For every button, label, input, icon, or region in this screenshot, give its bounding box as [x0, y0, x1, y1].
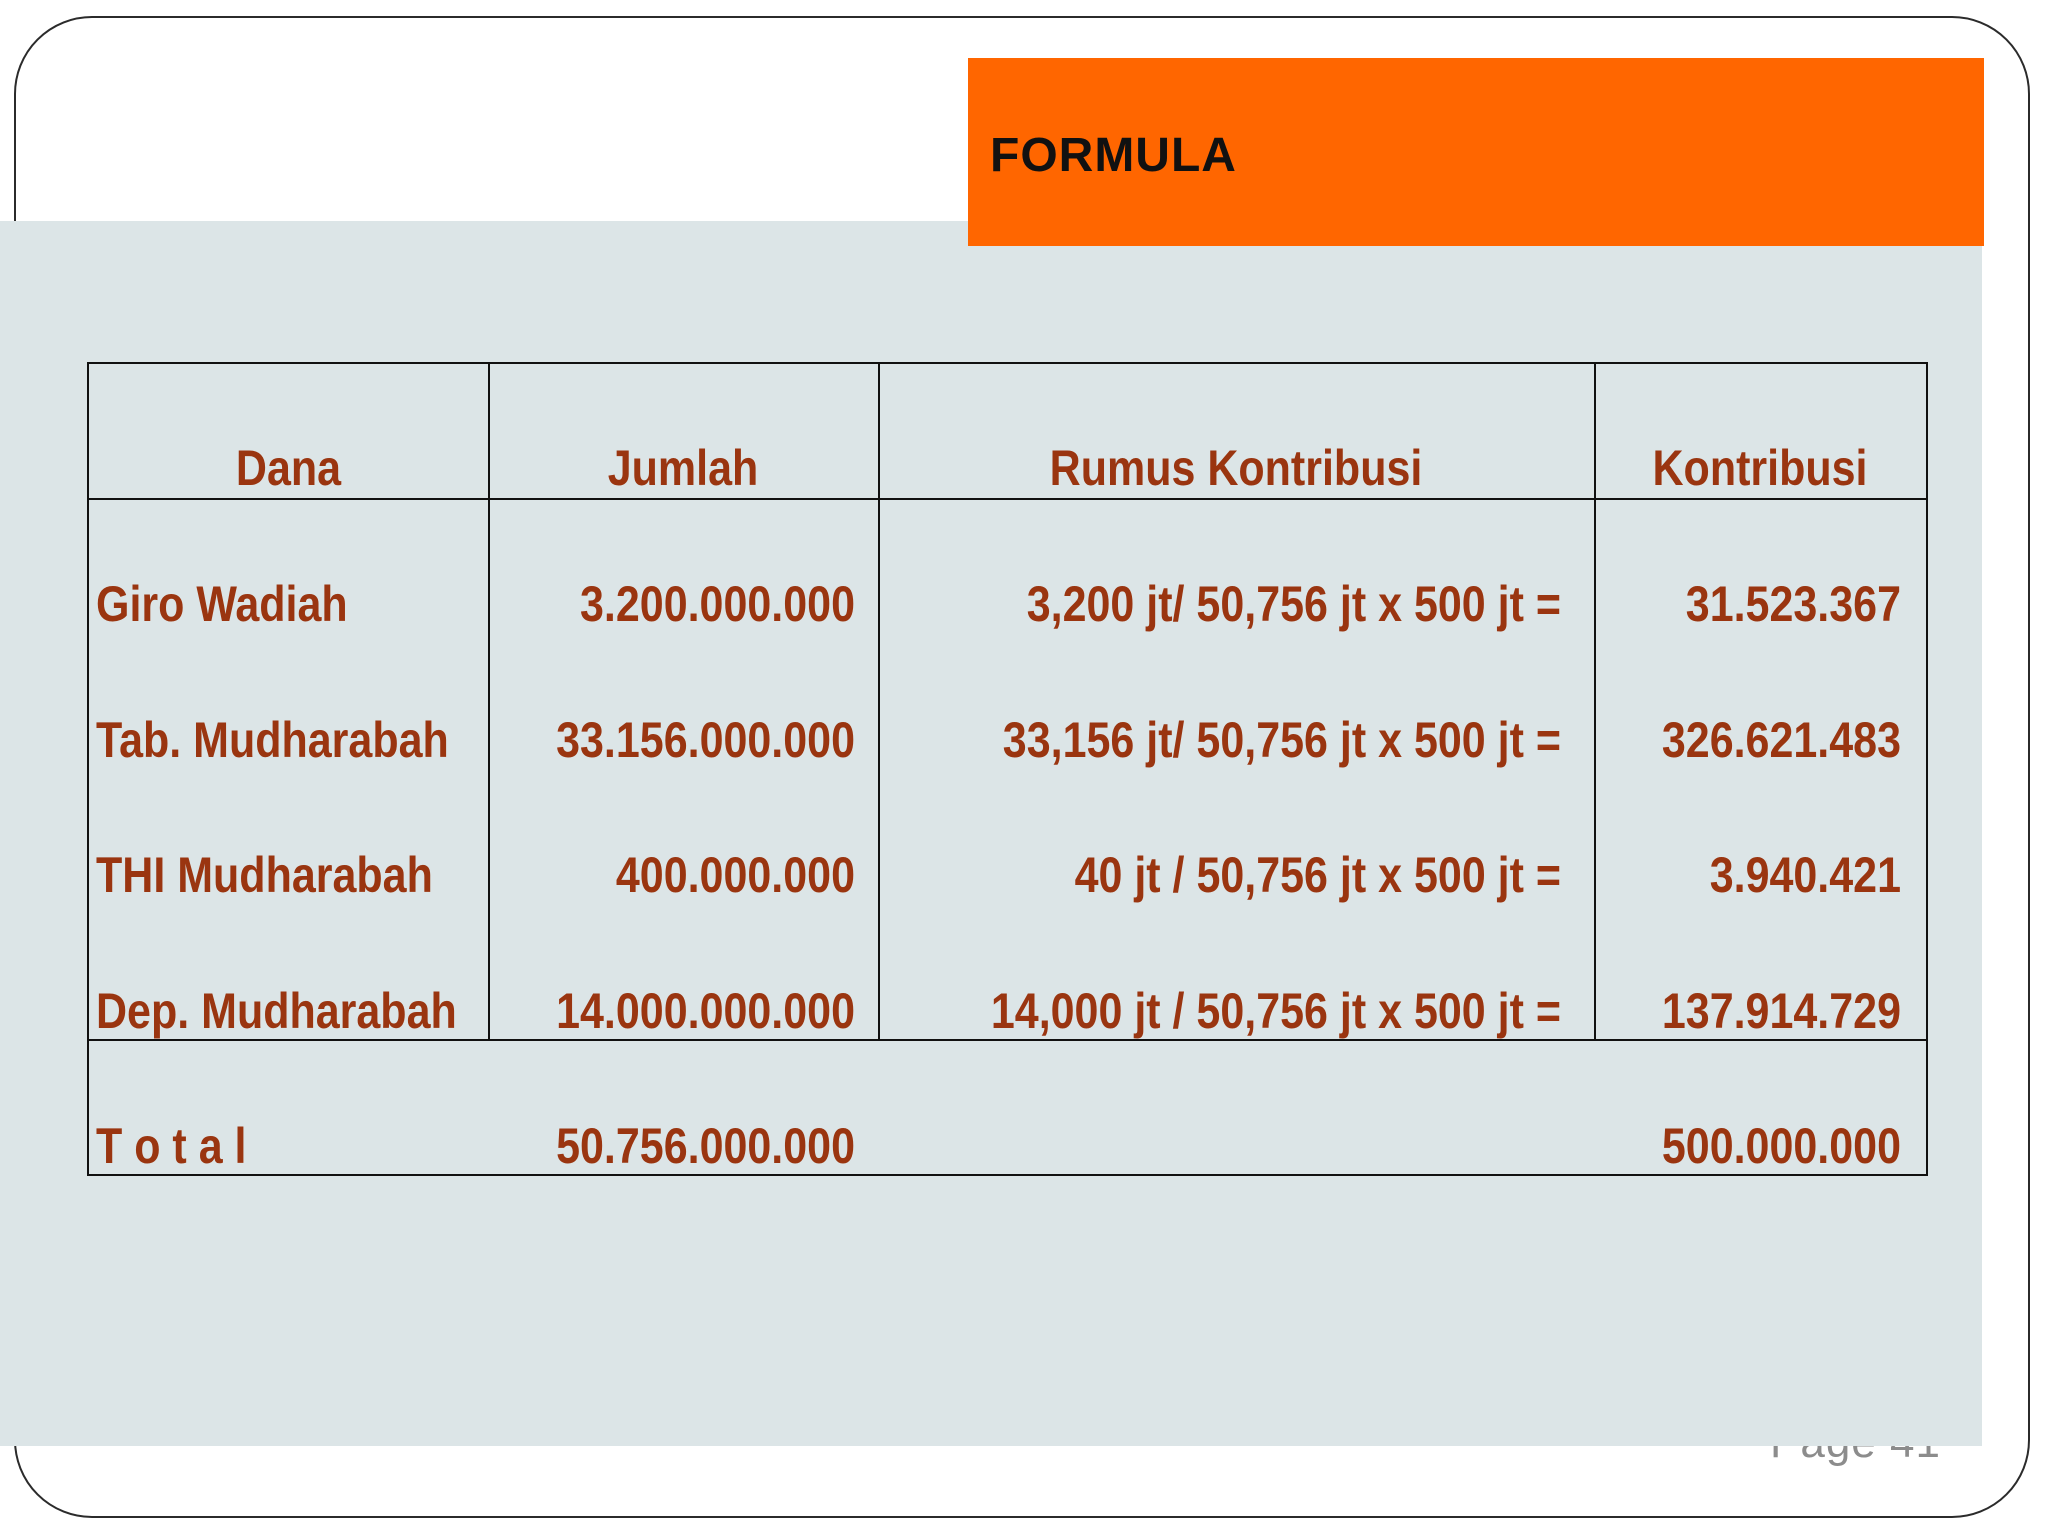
header-dana: Dana — [235, 440, 342, 496]
column-divider — [488, 364, 490, 1041]
header-kontribusi: Kontribusi — [1652, 440, 1868, 496]
title-bar — [968, 58, 1984, 246]
row-jumlah: 3.200.000.000 — [580, 576, 855, 632]
row-dana: THI Mudharabah — [96, 847, 433, 903]
row-kontribusi: 31.523.367 — [1685, 576, 1901, 632]
row-dana: Tab. Mudharabah — [96, 712, 449, 768]
column-divider — [878, 364, 880, 1041]
row-rumus: 40 jt / 50,756 jt x 500 jt = — [1074, 847, 1561, 903]
row-kontribusi: 3.940.421 — [1709, 847, 1901, 903]
header-jumlah: Jumlah — [607, 440, 759, 496]
row-dana: Dep. Mudharabah — [96, 983, 457, 1039]
contribution-table — [87, 362, 1928, 1176]
header-divider — [89, 498, 1926, 500]
slide-title: FORMULA — [990, 129, 1237, 182]
total-label: T o t a l — [96, 1118, 247, 1174]
total-jumlah: 50.756.000.000 — [556, 1118, 855, 1174]
row-dana: Giro Wadiah — [96, 576, 348, 632]
column-divider — [1594, 364, 1596, 1041]
row-rumus: 3,200 jt/ 50,756 jt x 500 jt = — [1026, 576, 1561, 632]
row-jumlah: 14.000.000.000 — [556, 983, 855, 1039]
row-rumus: 33,156 jt/ 50,756 jt x 500 jt = — [1002, 712, 1561, 768]
header-rumus-kontribusi: Rumus Kontribusi — [1049, 440, 1423, 496]
row-jumlah: 33.156.000.000 — [556, 712, 855, 768]
total-kontribusi: 500.000.000 — [1661, 1118, 1901, 1174]
row-kontribusi: 326.621.483 — [1661, 712, 1901, 768]
row-rumus: 14,000 jt / 50,756 jt x 500 jt = — [990, 983, 1561, 1039]
row-jumlah: 400.000.000 — [615, 847, 855, 903]
row-kontribusi: 137.914.729 — [1661, 983, 1901, 1039]
